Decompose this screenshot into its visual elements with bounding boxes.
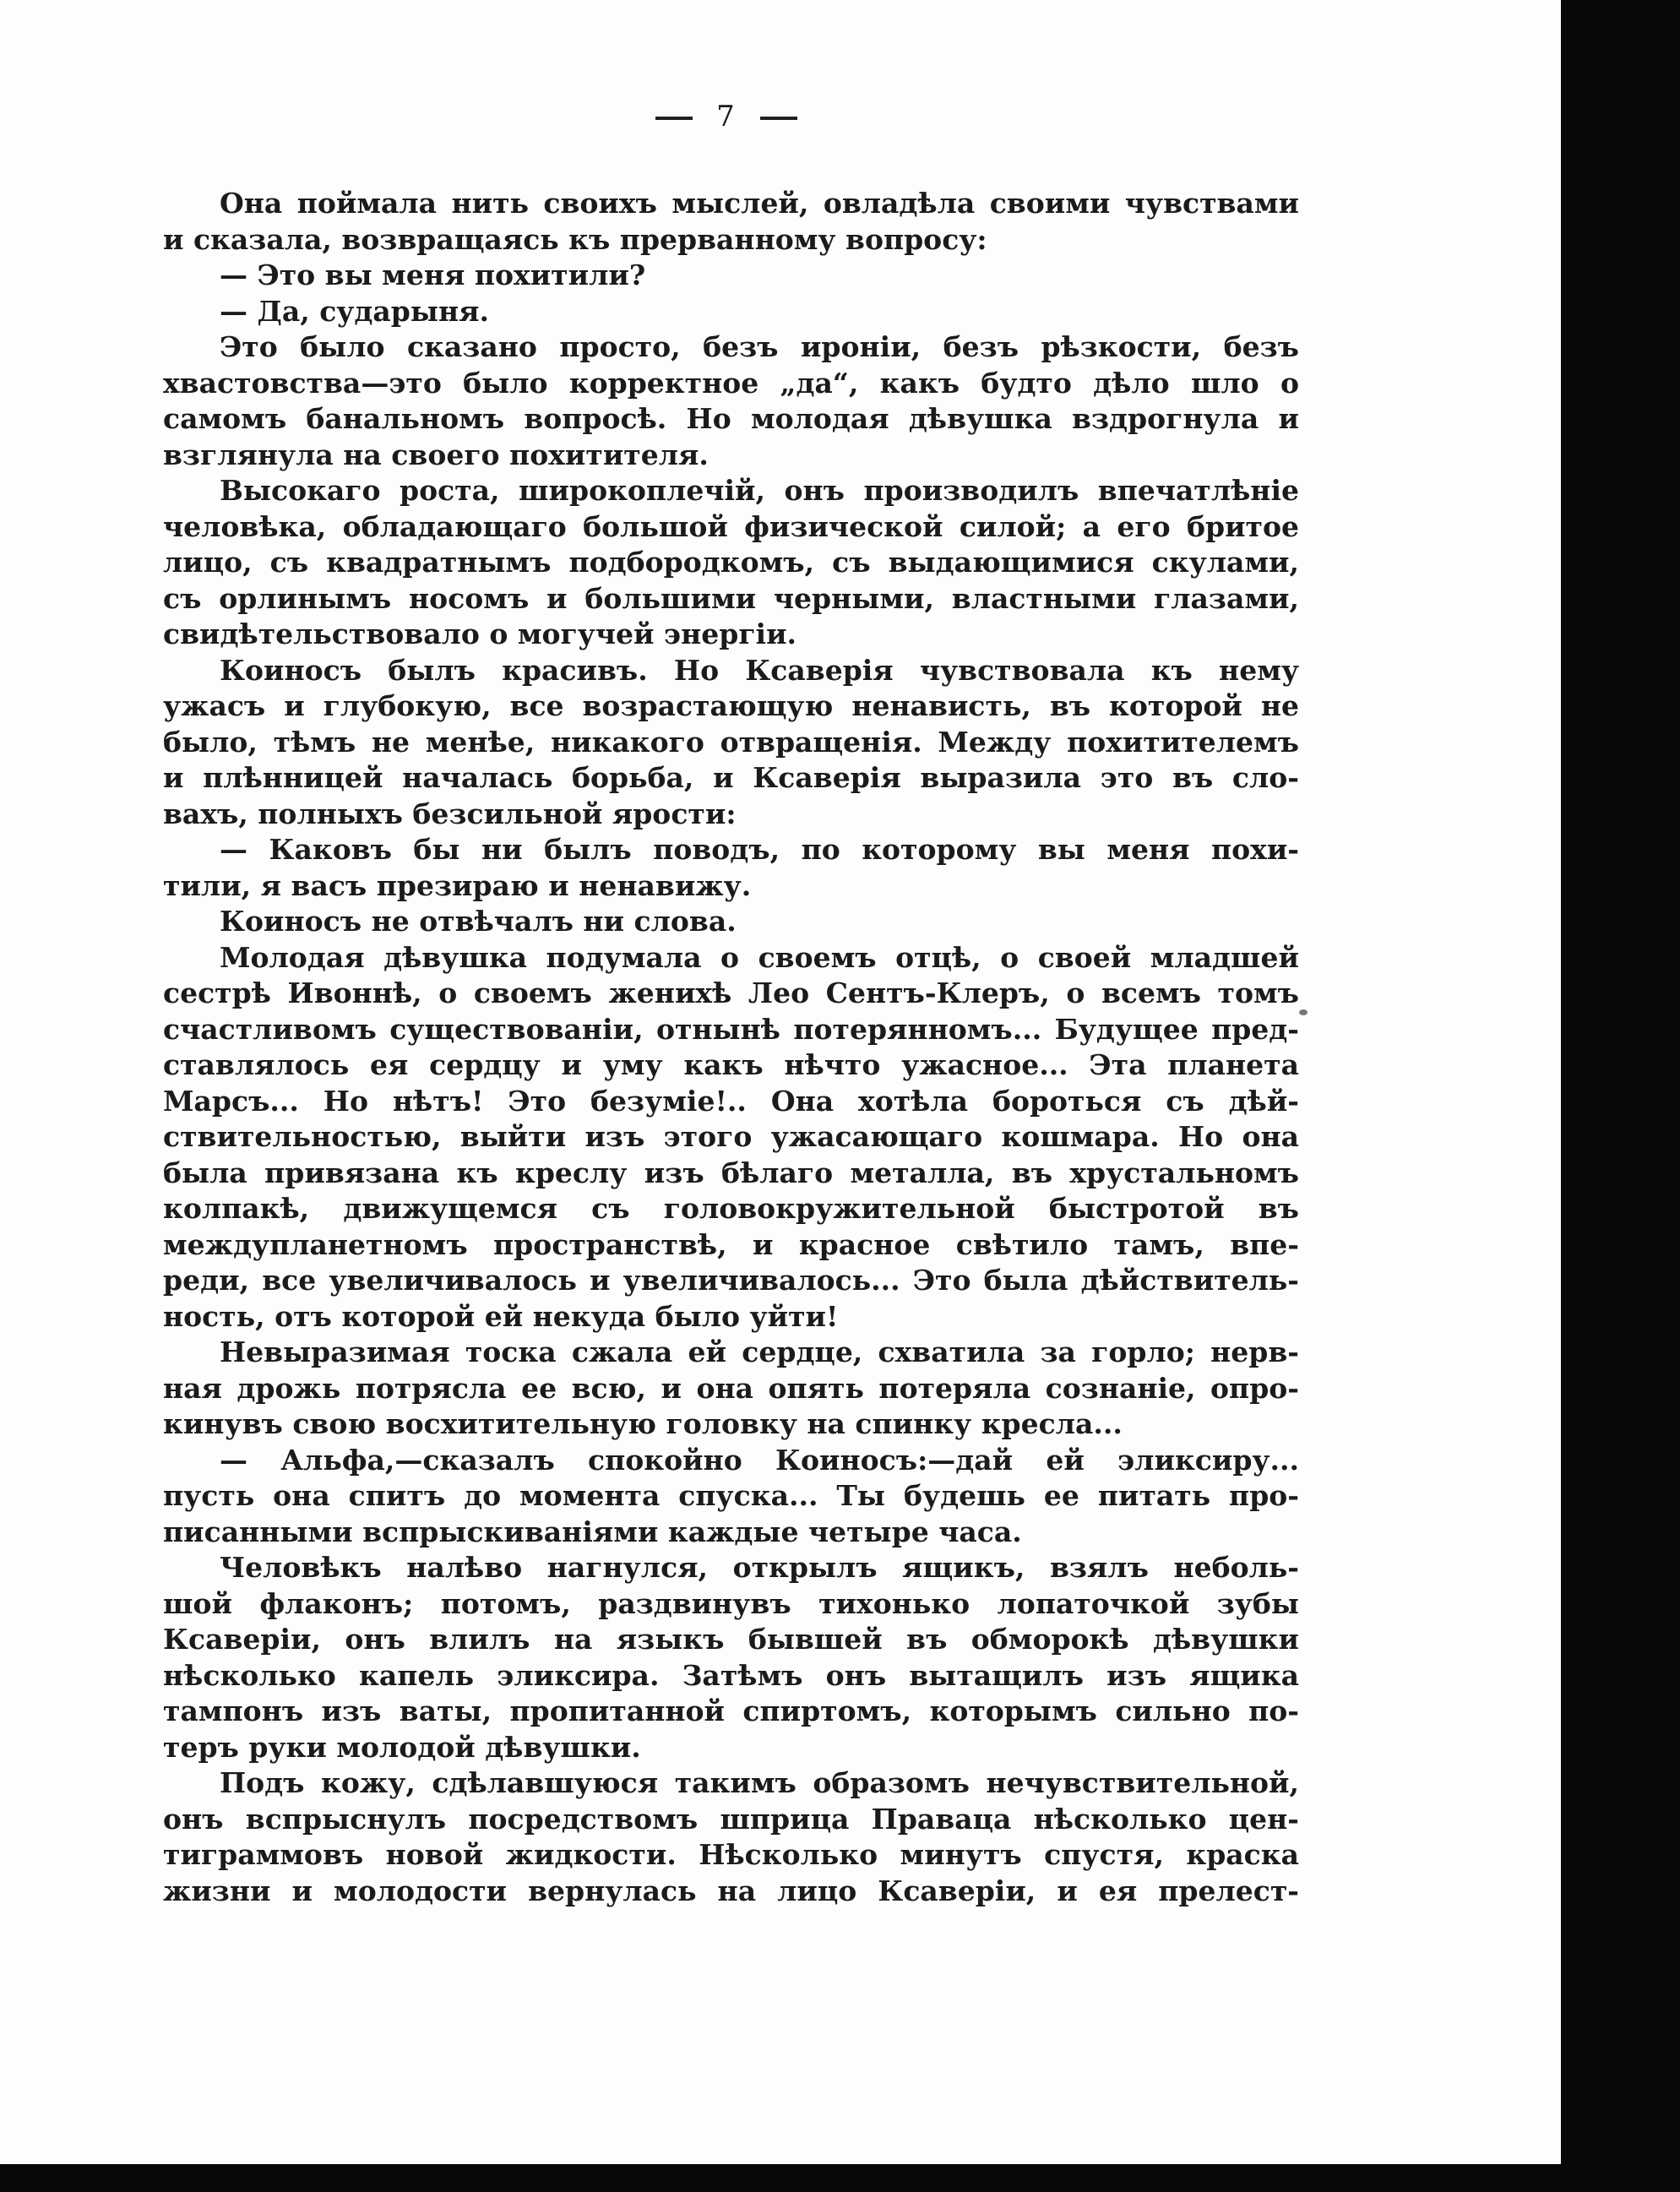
text-line: ная дрожь потрясла ее всю, и она опять потеряла сознаніе, опро- xyxy=(163,1371,1299,1405)
text-line: человѣка, обладающаго большой физической силой; а его бритое xyxy=(163,509,1299,543)
paragraph xyxy=(163,473,1299,653)
text-line: кинувъ свою восхитительную головку на спинку кресла... xyxy=(163,1407,1123,1440)
text-line: Невыразимая тоска сжала ей сердце, схватила за горло; нерв- xyxy=(220,1335,1299,1368)
body-text xyxy=(163,186,1299,1909)
text-line: сестрѣ Ивоннѣ, о своемъ женихѣ Лео Сентъ-Клеръ, о всемъ томъ xyxy=(163,976,1299,1009)
paragraph xyxy=(163,904,1299,940)
page-number xyxy=(591,100,862,133)
text-line: пусть она спитъ до момента спуска... Ты будешь ее питать про- xyxy=(163,1479,1299,1512)
page-number-dash-left xyxy=(655,117,693,120)
text-line: писанными вспрыскиваніями каждые четыре часа. xyxy=(163,1515,1022,1548)
text-line: съ орлинымъ носомъ и большими черными, властными глазами, xyxy=(163,581,1299,615)
text-line: Коиносъ не отвѣчалъ ни слова. xyxy=(220,905,737,938)
text-line: онъ вспрыснулъ посредствомъ шприца Праваца нѣсколько цен- xyxy=(163,1802,1299,1836)
text-line: Она поймала нить своихъ мыслей, овладѣла своими чувствами xyxy=(220,187,1299,220)
page-number-dash-right xyxy=(760,117,797,120)
text-line: Человѣкъ налѣво нагнулся, открылъ ящикъ, взялъ неболь- xyxy=(220,1551,1299,1584)
scan-border-bottom xyxy=(0,2164,1680,2192)
text-line: самомъ банальномъ вопросѣ. Но молодая дѣвушка вздрогнула и xyxy=(163,402,1299,435)
page-number-value: 7 xyxy=(716,100,737,133)
text-line: ужасъ и глубокую, все возрастающую ненависть, въ которой не xyxy=(163,689,1299,722)
text-line: взглянула на своего похитителя. xyxy=(163,438,709,471)
text-line: междупланетномъ пространствѣ, и красное свѣтило тамъ, впе- xyxy=(163,1227,1299,1261)
text-line: — Альфа,—сказалъ спокойно Коиносъ:—дай ей эликсиру... xyxy=(220,1443,1299,1477)
text-line: тампонъ изъ ваты, пропитанной спиртомъ, которымъ сильно по- xyxy=(163,1694,1299,1727)
text-line: лицо, съ квадратнымъ подбородкомъ, съ выдающимися скулами, xyxy=(163,546,1299,579)
text-line: счастливомъ существованіи, отнынѣ потерянномъ... Будущее пред- xyxy=(163,1012,1299,1046)
text-line: теръ руки молодой дѣвушки. xyxy=(163,1730,641,1764)
text-line: Подъ кожу, сдѣлавшуюся такимъ образомъ нечувствительной, xyxy=(220,1766,1299,1799)
paragraph xyxy=(163,186,1299,258)
text-line: хвастовства—это было корректное „да“, какъ будто дѣло шло о xyxy=(163,366,1299,400)
text-line: и плѣнницей началась борьба, и Ксаверія выразила это въ сло- xyxy=(163,761,1299,794)
paragraph xyxy=(163,1550,1299,1765)
paragraph xyxy=(163,1765,1299,1909)
text-line: жизни и молодости вернулась на лицо Ксаверіи, и ея прелест- xyxy=(163,1874,1299,1907)
text-line: — Это вы меня похитили? xyxy=(220,258,646,291)
paragraph xyxy=(163,832,1299,904)
text-line: ность, отъ которой ей некуда было уйти! xyxy=(163,1299,839,1333)
text-line: ствительностью, выйти изъ этого ужасающаго кошмара. Но она xyxy=(163,1120,1299,1153)
paragraph xyxy=(163,258,1299,294)
paragraph xyxy=(163,1335,1299,1443)
paragraph xyxy=(163,329,1299,473)
paragraph xyxy=(163,294,1299,330)
text-line: Ксаверіи, онъ влилъ на языкъ бывшей въ обморокѣ дѣвушки xyxy=(163,1623,1299,1656)
text-line: Высокаго роста, широкоплечій, онъ производилъ впечатлѣніе xyxy=(220,474,1299,507)
text-line: ставлялось ея сердцу и уму какъ нѣчто ужасное... Эта планета xyxy=(163,1048,1299,1081)
text-line: вахъ, полныхъ безсильной ярости: xyxy=(163,797,737,830)
text-line: колпакѣ, движущемся съ головокружительной быстротой въ xyxy=(163,1192,1299,1225)
scan-speck xyxy=(1299,1009,1308,1015)
text-line: тиграммовъ новой жидкости. Нѣсколько минутъ спустя, краска xyxy=(163,1838,1299,1871)
text-line: — Каковъ бы ни былъ поводъ, по которому вы меня похи- xyxy=(220,833,1299,866)
text-line: свидѣтельствовало о могучей энергіи. xyxy=(163,617,797,650)
text-line: Марсъ... Но нѣтъ! Это безуміе!.. Она хотѣла бороться съ дѣй- xyxy=(163,1084,1299,1118)
text-line: — Да, сударыня. xyxy=(220,294,489,328)
text-line: было, тѣмъ не менѣе, никакого отвращенія. Между похитителемъ xyxy=(163,725,1299,759)
text-line: Это было сказано просто, безъ ироніи, безъ рѣзкости, безъ xyxy=(220,330,1299,363)
text-line: нѣсколько капель эликсира. Затѣмъ онъ вытащилъ изъ ящика xyxy=(163,1658,1299,1692)
text-line: реди, все увеличивалось и увеличивалось... Это была дѣйствитель- xyxy=(163,1264,1299,1297)
scan-border-right xyxy=(1561,0,1680,2192)
text-line: была привязана къ креслу изъ бѣлаго металла, въ хрустальномъ xyxy=(163,1156,1299,1189)
text-line: тили, я васъ презираю и ненавижу. xyxy=(163,868,752,902)
text-line: Молодая дѣвушка подумала о своемъ отцѣ, о своей младшей xyxy=(220,940,1299,974)
text-line: Коиносъ былъ красивъ. Но Ксаверія чувствовала къ нему xyxy=(220,653,1299,687)
paragraph xyxy=(163,653,1299,833)
paragraph xyxy=(163,940,1299,1335)
text-line: и сказала, возвращаясь къ прерванному вопросу: xyxy=(163,222,987,256)
text-line: шой флаконъ; потомъ, раздвинувъ тихонько лопаточкой зубы xyxy=(163,1586,1299,1620)
paragraph xyxy=(163,1443,1299,1551)
